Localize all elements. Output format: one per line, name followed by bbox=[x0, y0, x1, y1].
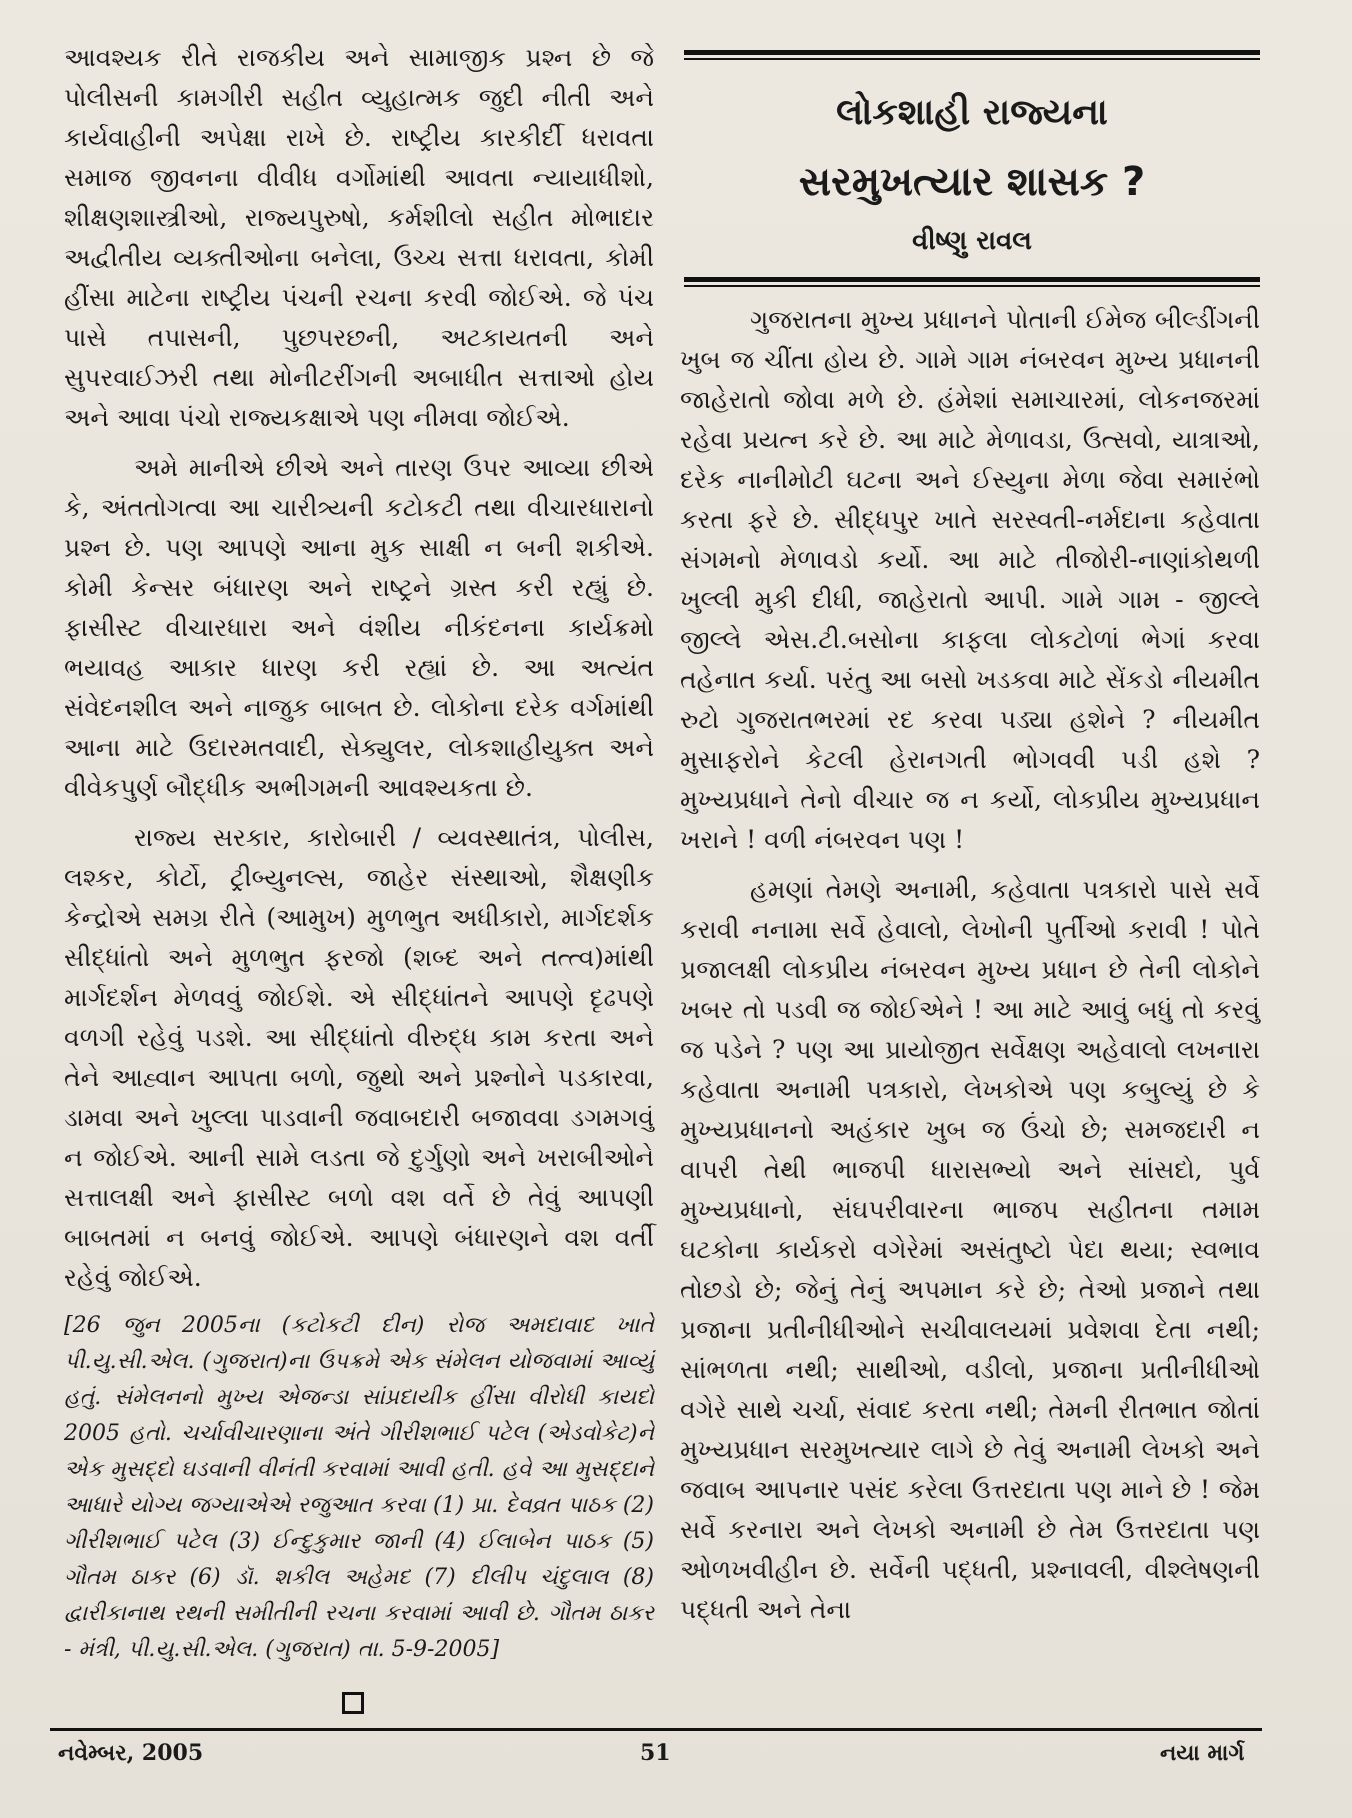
article-title-line-2: સરમુખત્યાર શાસક ? bbox=[798, 159, 1146, 205]
footer-date: નવેમ્બર, 2005 bbox=[58, 1740, 204, 1766]
header-rule-bottom-thin bbox=[684, 285, 1260, 287]
right-paragraph-1: ગુજરાતના મુખ્ય પ્રધાનને પોતાની ઈમેજ બીલ્ડીંગની ખુબ જ ચીંતા હોય છે. ગામે ગામ નંબરવન મુખ્ય પ્રધાનની જાહેરાતો જોવા મળે છે. હંમેશાં સમાચારમાં, લોકનજરમાં રહેવા પ્રયત્ન કરે છે. આ માટે મેળાવડા, ઉત્સવો, યાત્રાઓ, દરેક નાનીમોટી ઘટના અને ઈસ્યુના મેળા જેવા સમારંભો કરતા ફરે છે. સીદ્ધપુર ખાતે સરસ્વતી-નર્મદાના કહેવાતા સંગમનો મેળાવડો કર્યો. આ માટે તીજોરી-નાણાંકોથળી ખુલ્લી મુકી દીધી, જાહેરાતો આપી. ગામે ગામ - જીલ્લે જીલ્લે એસ.ટી.બસોના કાફલા લોકટોળાં ભેગાં કરવા તહેનાત કર્યા. પરંતુ આ બસો ખડકવા માટે સેંકડો નીયમીત રુટો ગુજરાતભરમાં રદ કરવા પડ્યા હશેને ? નીયમીત મુસાફરોને કેટલી હેરાનગતી ભોગવવી પડી હશે ? મુખ્યપ્રધાને તેનો વીચાર જ ન કર્યો, લોકપ્રીય મુખ્યપ્રધાન ખરાને ! વળી નંબરવન પણ ! bbox=[680, 305, 1260, 854]
magazine-name: નયા માર્ગ bbox=[1160, 1740, 1245, 1766]
article-header bbox=[684, 50, 1260, 290]
left-paragraph-2: અમે માનીએ છીએ અને તારણ ઉપર આવ્યા છીએ કે, અંતતોગત્વા આ ચારીત્ર્યની કટોકટી તથા વીચારધારાનો પ્રશ્ન છે. પણ આપણે આના મુક સાક્ષી ન બની શકીએ. કોમી કેન્સર બંધારણ અને રાષ્ટ્રને ગ્રસ્ત કરી રહ્યું છે. ફાસીસ્ટ વીચારધારા અને વંશીય નીકંદનના કાર્યક્રમો ભયાવહ આકાર ધારણ કરી રહ્યાં છે. આ અત્યંત સંવેદનશીલ અને નાજુક બાબત છે. લોકોના દરેક વર્ગમાંથી આના માટે ઉદારમતવાદી, સેક્યુલર, લોકશાહીયુક્ત અને વીવેકપુર્ણ બૌદ્ધીક અભીગમની આવશ્યકતા છે. bbox=[64, 453, 654, 802]
end-mark-square-icon bbox=[342, 1692, 364, 1714]
left-column bbox=[64, 38, 654, 1678]
header-rule-top-thin bbox=[684, 58, 1260, 60]
article-author: વીષ્ણુ રાવલ bbox=[912, 226, 1032, 256]
right-paragraph-2: હમણાં તેમણે અનામી, કહેવાતા પત્રકારો પાસે સર્વે કરાવી નનામા સર્વે હેવાલો, લેખોની પુર્તીઓ કરાવી ! પોતે પ્રજાલક્ષી લોકપ્રીય નંબરવન મુખ્ય પ્રધાન છે તેની લોકોને ખબર તો પડવી જ જોઈએને ! આ માટે આવું બધું તો કરવું જ પડેને ? પણ આ પ્રાયોજીત સર્વેક્ષણ અહેવાલો લખનારા કહેવાતા અનામી પત્રકારો, લેખકોએ પણ કબુલ્યું છે કે મુખ્યપ્રધાનનો અહંકાર ખુબ જ ઉંચો છે; સમજદારી ન વાપરી તેથી ભાજપી ધારાસભ્યો અને સાંસદો, પુર્વ મુખ્યપ્રધાનો, સંઘપરીવારના ભાજપ સહીતના તમામ ઘટકોના કાર્યકરો વગેરેમાં અસંતુષ્ટો પેદા થયા; સ્વભાવ તોછડો છે; જેનું તેનું અપમાન કરે છે; તેઓ પ્રજાને તથા પ્રજાના પ્રતીનીધીઓને સચીવાલયમાં પ્રવેશવા દેતા નથી; સાંભળતા નથી; સાથીઓ, વડીલો, પ્રજાના પ્રતીનીધીઓ વગેરે સાથે ચર્ચા, સંવાદ કરતા નથી; તેમની રીતભાત જોતાં મુખ્યપ્રધાન સરમુખત્યાર લાગે છે તેવું અનામી લેખકો અને જવાબ આપનાર પસંદ કરેલા ઉત્તરદાતા પણ માને છે ! જેમ સર્વે કરનારા અને લેખકો અનામી છે તેમ ઉત્તરદાતા પણ ઓળખવીહીન છે. સર્વેની પદ્ધતી, પ્રશ્નાવલી, વીશ્લેષણની પદ્ધતી અને તેના bbox=[680, 875, 1260, 1624]
header-rule-bottom bbox=[684, 277, 1260, 282]
editor-note: [26 જુન 2005ના (કટોકટી દીન) રોજ અમદાવાદ ખાતે પી.યુ.સી.એલ. (ગુજરાત)ના ઉપક્રમે એક સંમેલન યોજવામાં આવ્યું હતું. સંમેલનનો મુખ્ય એજન્ડા સાંપ્રદાયીક હીંસા વીરોધી કાયદો 2005 હતો. ચર્ચાવીચારણાના અંતે ગીરીશભાઈ પટેલ (એડવોકેટ)ને એક મુસદ્દો ઘડવાની વીનંતી કરવામાં આવી હતી. હવે આ મુસદ્દાને આધારે યોગ્ય જગ્યાએએ રજુઆત કરવા (1) પ્રા. દેવવ્રત પાઠક (2) ગીરીશભાઈ પટેલ (3) ઈન્દુકુમાર જાની (4) ઈલાબેન પાઠક (5) ગૌતમ ઠાકર (6) ડૉ. શકીલ અહેમદ (7) દીલીપ ચંદુલાલ (8) દ્વારીકાનાથ રથની સમીતીની રચના કરવામાં આવી છે. ગૌતમ ઠાકર - મંત્રી, પી.યુ.સી.એલ. (ગુજરાત) તા. 5-9-2005] bbox=[64, 1313, 654, 1662]
right-column bbox=[680, 300, 1260, 1640]
article-title-line-1: લોકશાહી રાજ્યના bbox=[836, 92, 1108, 133]
footer-rule bbox=[50, 1728, 1262, 1731]
header-rule-top bbox=[684, 50, 1260, 55]
left-paragraph-3: રાજ્ય સરકાર, કારોબારી / વ્યવસ્થાતંત્ર, પોલીસ, લશ્કર, કોર્ટો, ટ્રીબ્યુનલ્સ, જાહેર સંસ્થાઓ, શૈક્ષણીક કેન્દ્રોએ સમગ્ર રીતે (આમુખ) મુળભુત અધીકારો, માર્ગદર્શક સીદ્ધાંતો અને મુળભુત ફરજો (શબ્દ અને તત્ત્વ)માંથી માર્ગદર્શન મેળવવું જોઈશે. એ સીદ્ધાંતને આપણે દૃઢપણે વળગી રહેવું પડશે. આ સીદ્ધાંતો વીરુદ્ધ કામ કરતા અને તેને આહ્વાન આપતા બળો, જુથો અને પ્રશ્નોને પડકારવા, ડામવા અને ખુલ્લા પાડવાની જવાબદારી બજાવવા ડગમગવું ન જોઈએ. આની સામે લડતા જે દુર્ગુણો અને ખરાબીઓને સત્તાલક્ષી અને ફાસીસ્ટ બળો વશ વર્તે છે તેવું આપણી બાબતમાં ન બનવું જોઈએ. આપણે બંધારણને વશ વર્તી રહેવું જોઈએ. bbox=[64, 823, 654, 1292]
left-paragraph-1: આવશ્યક રીતે રાજકીય અને સામાજીક પ્રશ્ન છે જે પોલીસની કામગીરી સહીત વ્યુહાત્મક જુદી નીતી અને કાર્યવાહીની અપેક્ષા રાખે છે. રાષ્ટ્રીય કારકીર્દી ધરાવતા સમાજ જીવનના વીવીધ વર્ગોમાંથી આવતા ન્યાયાધીશો, શીક્ષણશાસ્ત્રીઓ, રાજ્યપુરુષો, કર્મશીલો સહીત મોભાદાર અદ્વીતીય વ્યક્તીઓના બનેલા, ઉચ્ચ સત્તા ધરાવતા, કોમી હીંસા માટેના રાષ્ટ્રીય પંચની રચના કરવી જોઈએ. જે પંચ પાસે તપાસની, પુછપરછની, અટકાયતની અને સુપરવાઈઝરી તથા મોનીટરીંગની અબાધીત સત્તાઓ હોય અને આવા પંચો રાજ્યકક્ષાએ પણ નીમવા જોઈએ. bbox=[64, 43, 654, 432]
page-number: 51 bbox=[640, 1740, 671, 1766]
